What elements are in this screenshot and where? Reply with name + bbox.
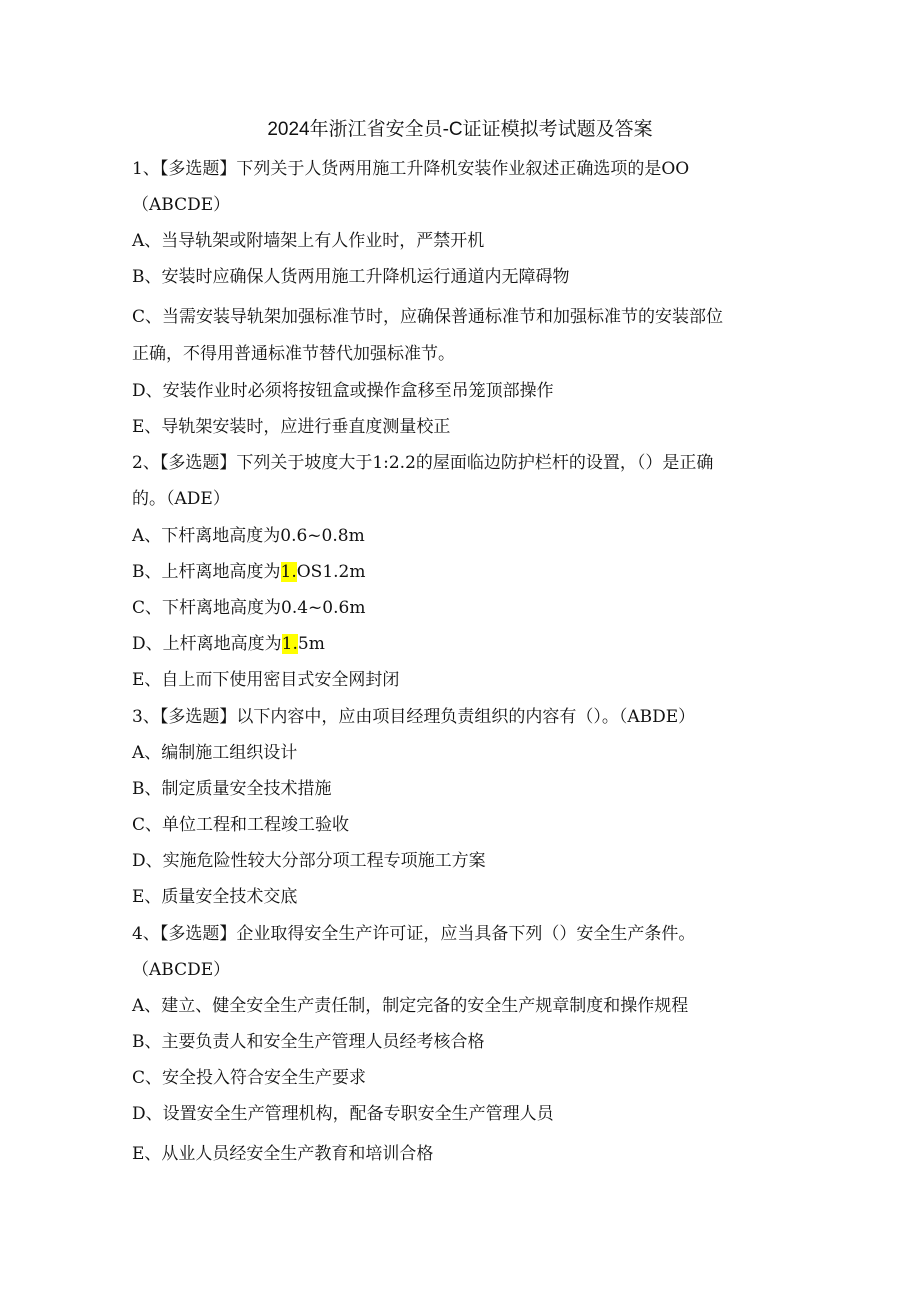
question-3-option-e: E、质量安全技术交底 bbox=[132, 887, 298, 907]
question-1-option-a: A、当导轨架或附墙架上有人作业时，严禁开机 bbox=[132, 231, 485, 251]
question-1-option-b: B、安装时应确保人货两用施工升降机运行通道内无障碍物 bbox=[132, 267, 570, 287]
question-3-option-d: D、实施危险性较大分部分项工程专项施工方案 bbox=[132, 851, 486, 871]
question-3-option-c: C、单位工程和工程竣工验收 bbox=[132, 815, 350, 835]
question-2-option-a: A、下杆离地高度为0.6~0.8m bbox=[132, 526, 365, 546]
option-d-text: D、上杆离地高度为 bbox=[132, 634, 282, 654]
question-1-stem: 1、【多选题】下列关于人货两用施工升降机安装作业叙述正确选项的是OO bbox=[132, 159, 690, 179]
option-b-text-end: OS1.2m bbox=[296, 562, 366, 582]
highlighted-text: 1. bbox=[281, 634, 298, 654]
question-2-option-d bbox=[132, 633, 325, 655]
question-4-option-d: D、设置安全生产管理机构，配备专职安全生产管理人员 bbox=[132, 1104, 554, 1124]
question-3-option-b: B、制定质量安全技术措施 bbox=[132, 779, 332, 799]
question-2-stem-line1: 2、【多选题】下列关于坡度大于1:2.2的屋面临边防护栏杆的设置，（）是正确 bbox=[132, 453, 714, 473]
question-2-option-e: E、自上而下使用密目式安全网封闭 bbox=[132, 670, 400, 690]
question-2-option-b bbox=[132, 561, 365, 583]
question-4-option-c: C、安全投入符合安全生产要求 bbox=[132, 1068, 367, 1088]
question-3-option-a: A、编制施工组织设计 bbox=[132, 743, 298, 763]
question-1-answer: （ABCDE） bbox=[132, 195, 231, 215]
question-4-option-e: E、从业人员经安全生产教育和培训合格 bbox=[132, 1144, 434, 1164]
question-4-option-b: B、主要负责人和安全生产管理人员经考核合格 bbox=[132, 1032, 485, 1052]
option-b-text: B、上杆离地高度为 bbox=[132, 562, 281, 582]
question-4-answer: （ABCDE） bbox=[132, 960, 231, 980]
document-title: 2024年浙江省安全员-C证证模拟考试题及答案 bbox=[267, 119, 653, 140]
question-2-option-c: C、下杆离地高度为0.4~0.6m bbox=[132, 598, 366, 618]
question-1-option-c-line1: C、当需安装导轨架加强标准节时，应确保普通标准节和加强标准节的安装部位 bbox=[132, 307, 724, 327]
option-d-text-end: 5m bbox=[297, 634, 325, 654]
question-1-option-e: E、导轨架安装时，应进行垂直度测量校正 bbox=[132, 417, 451, 437]
question-1-option-c-line2: 正确，不得用普通标准节替代加强标准节。 bbox=[132, 344, 455, 364]
question-4-stem: 4、【多选题】企业取得安全生产许可证，应当具备下列（）安全生产条件。 bbox=[132, 924, 696, 944]
question-2-stem-line2: 的。（ADE） bbox=[132, 489, 230, 509]
question-3-stem: 3、【多选题】以下内容中，应由项目经理负责组织的内容有（）。（ABDE） bbox=[132, 707, 696, 727]
highlighted-text: 1. bbox=[280, 562, 297, 582]
question-1-option-d: D、安装作业时必须将按钮盒或操作盒移至吊笼顶部操作 bbox=[132, 381, 554, 401]
question-4-option-a: A、建立、健全安全生产责任制，制定完备的安全生产规章制度和操作规程 bbox=[132, 996, 689, 1016]
